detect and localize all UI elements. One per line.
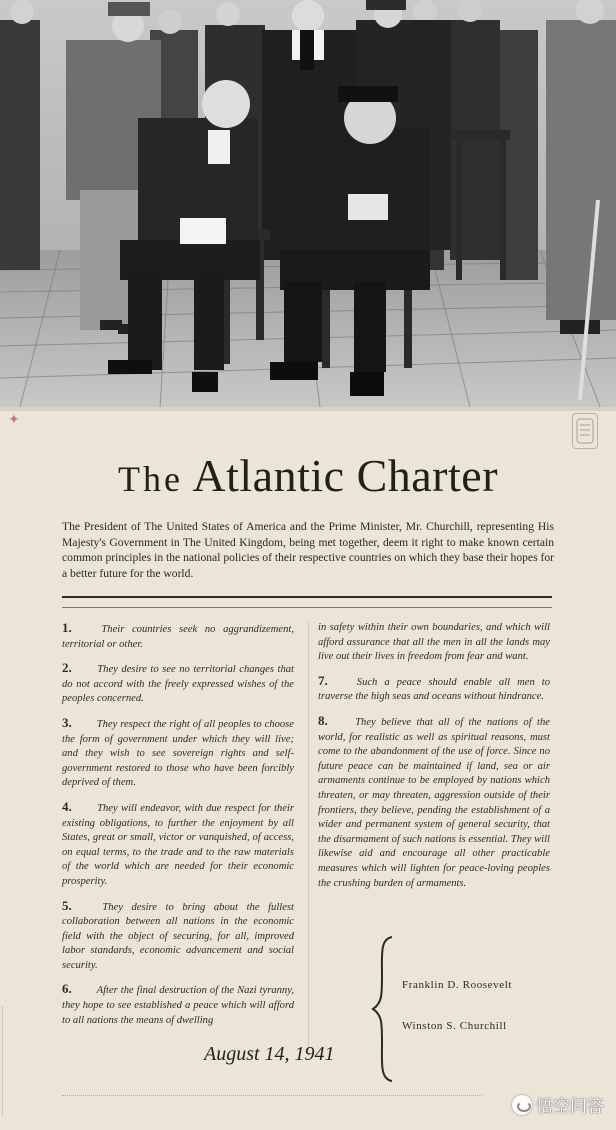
printer-imprint <box>62 1095 482 1102</box>
column-divider <box>308 621 309 1056</box>
library-stamp-icon <box>572 413 598 449</box>
archive-mark-icon: ✦ <box>8 411 20 427</box>
point-number: 2. <box>62 660 72 676</box>
stamp-seal-icon <box>576 418 594 444</box>
document-date: August 14, 1941 <box>204 1043 335 1065</box>
point-1 <box>62 621 294 652</box>
watermark-text: 悟空问答 <box>536 1097 604 1116</box>
photo-illustration <box>0 0 616 407</box>
point-text: They will endeavor, with due respect for their existing obligations, to further the enjoyment by all States, great or small, victor or vanquished, of access, on equal terms, to the trade and to the raw materials of the world which are needed for their economic prosperity. <box>62 802 294 887</box>
point-4 <box>62 800 294 890</box>
title-rule-thin <box>62 607 552 608</box>
point-number: 4. <box>62 798 72 814</box>
point-6 <box>62 982 294 1028</box>
title-main: Atlantic Charter <box>192 450 499 501</box>
title-rule <box>62 596 552 598</box>
point-number: 5. <box>62 897 72 913</box>
point-number: 1. <box>62 620 72 635</box>
point-text: They desire to bring about the fullest collaboration between all nations in the economic field with the object of securing, for all, improved labor standards, economic advancement and social security. <box>62 901 294 971</box>
right-column <box>318 621 550 900</box>
point-text: Their countries seek no aggrandizement, territorial or other. <box>62 624 294 650</box>
point-number: 8. <box>318 712 328 728</box>
chat-bubble-icon <box>512 1095 532 1115</box>
side-imprint <box>2 1007 13 1117</box>
historical-photo <box>0 0 616 407</box>
left-column <box>62 621 294 1037</box>
signer-roosevelt: Franklin D. Roosevelt <box>402 979 513 991</box>
point-text: Such a peace should enable all men to traverse the high seas and oceans without hindrance. <box>318 676 550 703</box>
point-number: 7. <box>318 672 328 688</box>
point-8 <box>318 714 550 891</box>
point-text: They desire to see no territorial changes that do not accord with the freely expressed wishes of the peoples concerned. <box>62 664 294 705</box>
point-number: 6. <box>62 981 72 997</box>
title-lead: The <box>117 459 183 499</box>
point-number: 3. <box>62 714 72 730</box>
point-6-continued: in safety within their own boundaries, and which will afford assurance that all the men in all the lands may live out their lives in freedom from fear and want. <box>318 622 550 663</box>
point-text: They believe that all of the nations of the world, for realistic as well as spiritual reasons, must come to the abandonment of the use of force. Since no future peace can be maintained if land, sea or air armaments continue to be employed by nations which threaten, or may threaten, aggression outside of their frontiers, they believe, pending the establishment of a wider and permanent system of general security, that the disarmament of such nations is essential. They will likewise aid and encourage all other practicable measures which will lighten for peace-loving peoples the crushing burden of armaments. <box>318 716 550 889</box>
point-7 <box>318 674 550 705</box>
point-text: After the final destruction of the Nazi tyranny, they hope to see established a peace which will afford to all nations the means of dwelling <box>62 985 294 1026</box>
document-title <box>0 449 616 502</box>
signer-churchill: Winston S. Churchill <box>402 1020 507 1032</box>
point-5 <box>62 899 294 974</box>
point-2 <box>62 661 294 707</box>
preamble: The President of The United States of America and the Prime Minister, Mr. Churchill, representing His Majesty's Government in The United Kingdom, being met together, deem it right to make known certain common principles in the national policies of their respective countries on which they base their hopes for a better future for the world. <box>62 520 554 580</box>
point-text: They respect the right of all peoples to choose the form of government under which they will live; and they wish to see sovereign rights and self-government restored to those who have been forcibly deprived of them. <box>62 718 295 789</box>
watermark <box>512 1092 604 1117</box>
point-3 <box>62 716 294 791</box>
signature-brace-icon <box>370 935 396 1083</box>
charter-document <box>0 407 616 1130</box>
paper-edge <box>0 407 616 411</box>
